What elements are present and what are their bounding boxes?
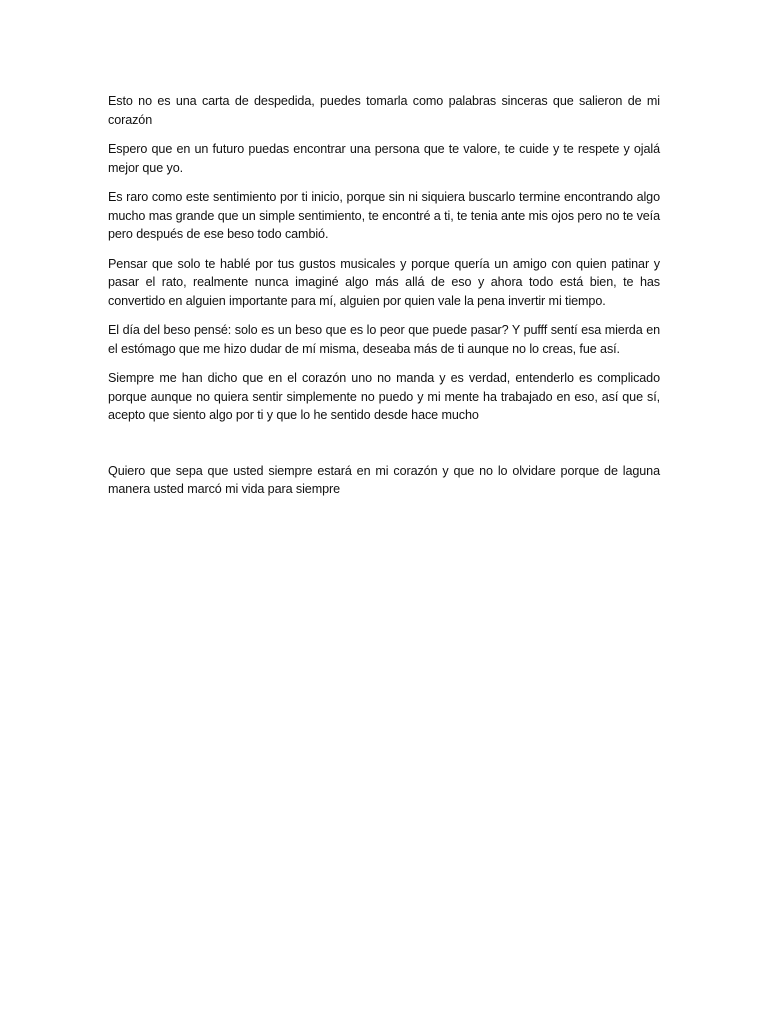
paragraph-3: Es raro como este sentimiento por ti inicio, porque sin ni siquiera buscarlo termine encontrando algo mucho mas grande que un simple sentimiento, te encontré a ti, te tenia ante mis ojos pero no te veía pero después de ese beso todo cambió. [108, 190, 660, 241]
paragraph-4: Pensar que solo te hablé por tus gustos musicales y porque quería un amigo con quien patinar y pasar el rato, realmente nunca imaginé algo más allá de eso y ahora todo está bien, te has convertido en alguien importante para mí, alguien por quien vale la pena invertir mi tiempo. [108, 256, 660, 308]
paragraph-2: Espero que en un futuro puedas encontrar una persona que te valore, te cuide y te respete y ojalá mejor que yo. [108, 142, 660, 175]
paragraph-5: El día del beso pensé: solo es un beso que es lo peor que puede pasar? Y pufff sentí esa mierda en el estómago que me hizo dudar de mí misma, deseaba más de ti aunque no lo creas, fue así. [108, 323, 660, 356]
paragraph-7: Quiero que sepa que usted siempre estará en mi corazón y que no lo olvidare porque de laguna manera usted marcó mi vida para siempre [108, 463, 660, 496]
paragraph-spacer [108, 436, 660, 462]
document-page [108, 92, 660, 510]
paragraph-6: Siempre me han dicho que en el corazón uno no manda y es verdad, entenderlo es complicado porque aunque no quiera sentir simplemente no puedo y mi mente ha trabajado en eso, así que sí, acepto que siento algo por ti y que lo he sentido desde hace mucho [108, 371, 660, 422]
paragraph-1: Esto no es una carta de despedida, puedes tomarla como palabras sinceras que salieron de mi corazón [108, 94, 660, 127]
